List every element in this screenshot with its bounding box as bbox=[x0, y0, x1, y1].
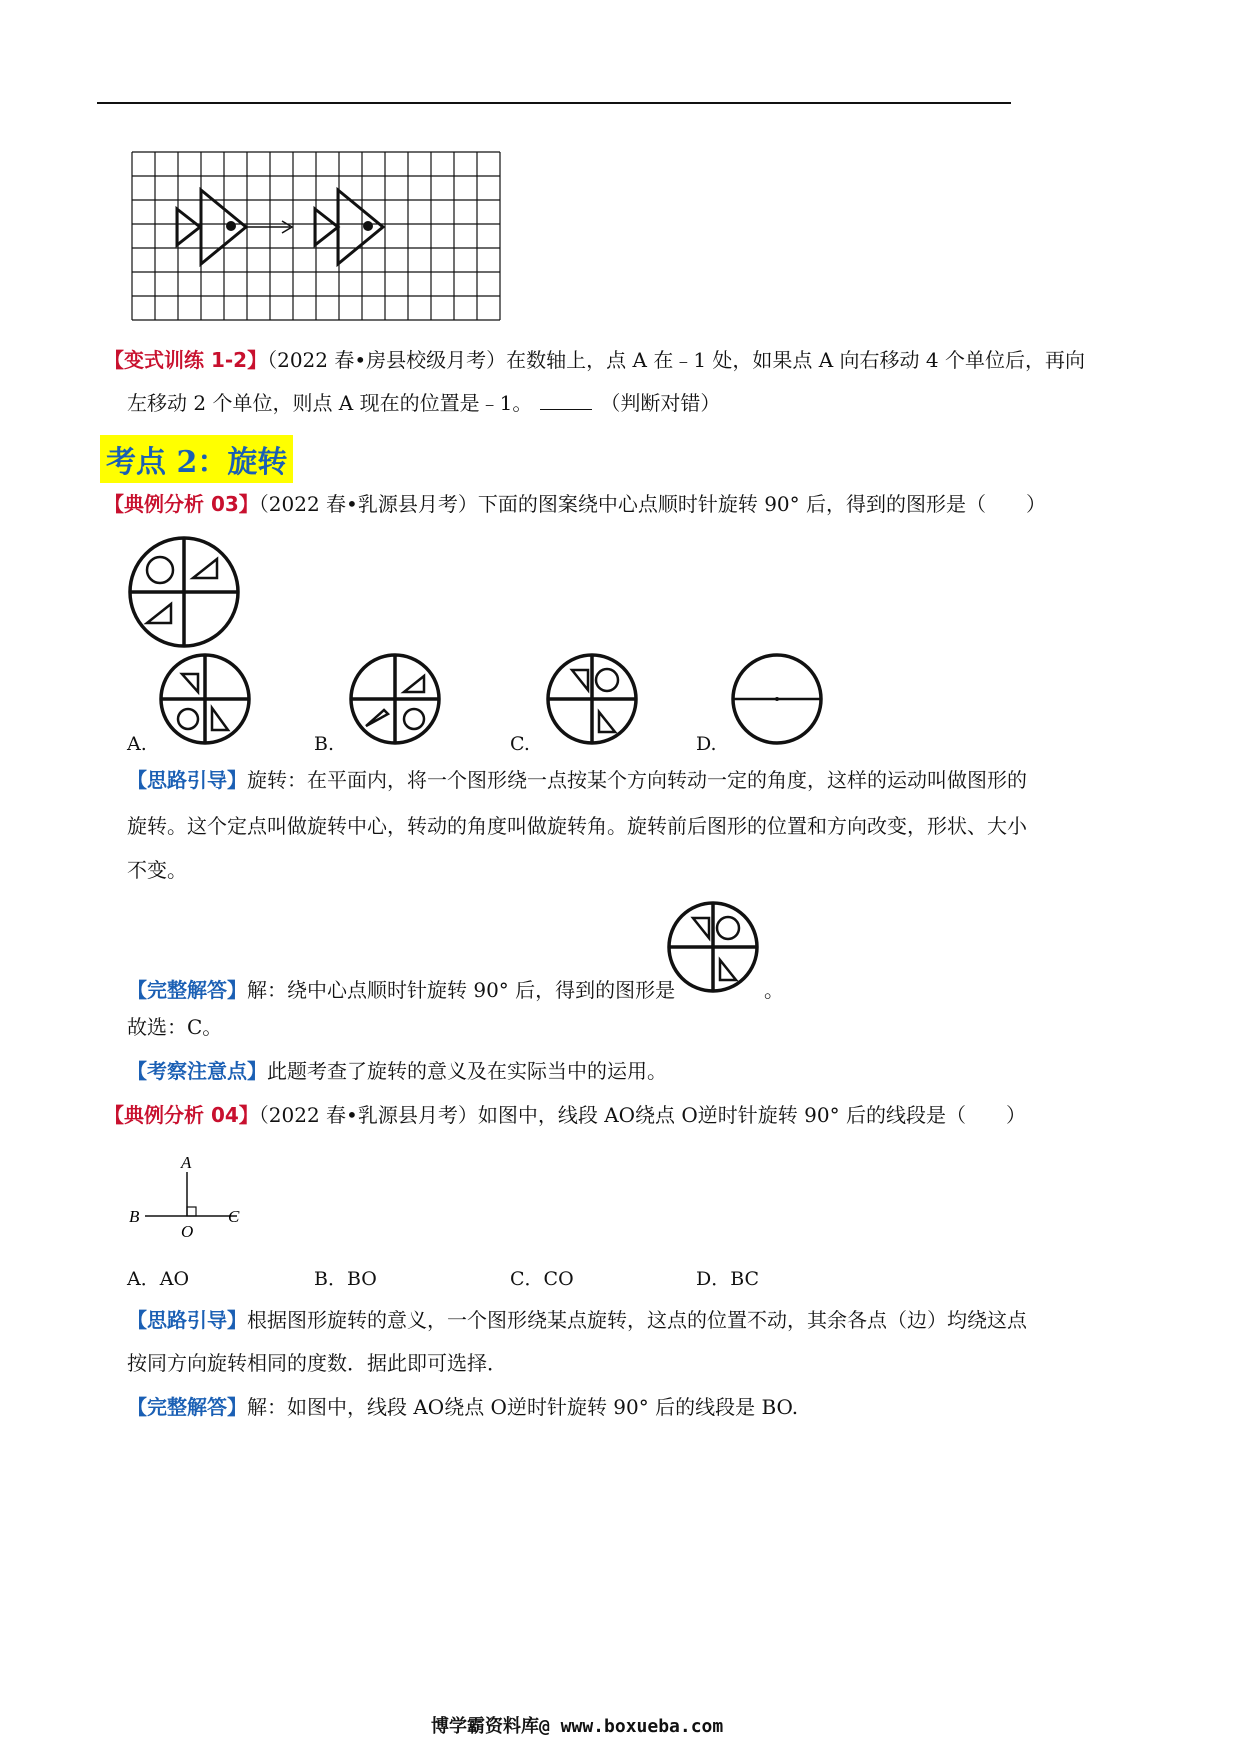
option-c-label[interactable]: C. bbox=[510, 733, 530, 755]
option-c-figure bbox=[545, 652, 640, 747]
example03-hint-line3: 不变。 bbox=[127, 858, 187, 882]
fish-1-eye bbox=[226, 221, 236, 231]
option-a-label[interactable]: A. bbox=[127, 733, 147, 755]
example03-tag: 【典例分析 03】 bbox=[104, 492, 259, 516]
practice-1-2-question-cont: 左移动 2 个单位，则点 A 现在的位置是﹣1。 bbox=[127, 391, 533, 415]
label-c: C bbox=[228, 1207, 240, 1226]
practice-1-2-line2 bbox=[127, 389, 720, 417]
answer-blank[interactable] bbox=[540, 389, 592, 410]
example03-hint-line1 bbox=[127, 766, 1027, 794]
fish-1-tail bbox=[177, 209, 200, 245]
option-d-figure bbox=[730, 652, 825, 747]
example04-tag: 【典例分析 04】 bbox=[104, 1103, 259, 1127]
option-d-label[interactable]: D. bbox=[696, 733, 717, 755]
label-o: O bbox=[181, 1222, 194, 1241]
grid-translation-figure bbox=[130, 150, 502, 322]
original-circle-figure bbox=[127, 535, 242, 650]
example04-option-a[interactable]: A．AO bbox=[127, 1268, 190, 1290]
example04-option-c[interactable]: C．CO bbox=[510, 1268, 574, 1290]
example03-hint-tag: 【思路引导】 bbox=[127, 768, 247, 792]
example04-hint-line2: 按同方向旋转相同的度数．据此即可选择． bbox=[127, 1351, 507, 1375]
example03-answer-line bbox=[127, 976, 675, 1004]
example03-note-text: 此题考查了旋转的意义及在实际当中的运用。 bbox=[267, 1059, 667, 1083]
example03-note bbox=[127, 1057, 667, 1085]
example04-option-d[interactable]: D．BC bbox=[696, 1268, 760, 1290]
example04-hint-tag: 【思路引导】 bbox=[127, 1308, 247, 1332]
practice-1-2-line1 bbox=[104, 346, 1085, 374]
example03-choose: 故选：C。 bbox=[127, 1015, 223, 1039]
practice-1-2-judge: （判断对错） bbox=[600, 391, 721, 415]
example03-answer-text: 解：绕中心点顺时针旋转 90° 后，得到的图形是 bbox=[247, 978, 676, 1002]
example04-answer bbox=[127, 1393, 798, 1421]
example03-note-tag: 【考察注意点】 bbox=[127, 1059, 267, 1083]
example04-text: （2022 春•乳源县月考）如图中，线段 AO绕点 O逆时针旋转 90° 后的线段是（ ） bbox=[258, 1103, 1026, 1127]
option-b-figure bbox=[348, 652, 443, 747]
fish-2-body bbox=[338, 190, 383, 264]
label-b: B bbox=[129, 1207, 140, 1226]
fish-2-eye bbox=[363, 221, 373, 231]
answer-circle-figure bbox=[666, 900, 761, 995]
example04-hint-line1 bbox=[127, 1306, 1027, 1334]
example04-question bbox=[104, 1101, 1026, 1129]
fish-2-tail bbox=[315, 209, 338, 245]
example04-hint-text1: 根据图形旋转的意义，一个图形绕某点旋转，这点的位置不动，其余各点（边）均绕这点 bbox=[247, 1308, 1027, 1332]
header-rule bbox=[97, 102, 1011, 104]
example03-text: （2022 春•乳源县月考）下面的图案绕中心点顺时针旋转 90° 后，得到的图形是（ ） bbox=[258, 492, 1047, 516]
example03-answer-tag: 【完整解答】 bbox=[127, 978, 247, 1002]
section-heading: 考点 2：旋转 bbox=[100, 435, 293, 483]
footer-watermark: 博学霸资料库@ www.boxueba.com bbox=[431, 1716, 724, 1737]
example04-answer-tag: 【完整解答】 bbox=[127, 1395, 247, 1419]
example03-answer-end: 。 bbox=[764, 978, 784, 1002]
option-a-figure bbox=[158, 652, 253, 747]
example03-hint-text1: 旋转：在平面内，将一个图形绕一点按某个方向转动一定的角度，这样的运动叫做图形的 bbox=[247, 768, 1027, 792]
practice-1-2-tag: 【变式训练 1-2】 bbox=[104, 348, 268, 372]
example04-answer-text: 解：如图中，线段 AO绕点 O逆时针旋转 90° 后的线段是 BO. bbox=[247, 1395, 799, 1419]
practice-1-2-question: （2022 春•房县校级月考）在数轴上，点 A 在﹣1 处，如果点 A 向右移动 4 个单位后，再向 bbox=[267, 348, 1085, 372]
label-a: A bbox=[181, 1153, 192, 1172]
example03-question bbox=[104, 490, 1046, 518]
example03-hint-line2: 旋转。这个定点叫做旋转中心，转动的角度叫做旋转角。旋转前后图形的位置和方向改变，形状、大小 bbox=[127, 814, 1027, 838]
option-b-label[interactable]: B. bbox=[314, 733, 335, 755]
example04-option-b[interactable]: B．BO bbox=[314, 1268, 377, 1290]
segment-diagram bbox=[125, 1150, 250, 1240]
